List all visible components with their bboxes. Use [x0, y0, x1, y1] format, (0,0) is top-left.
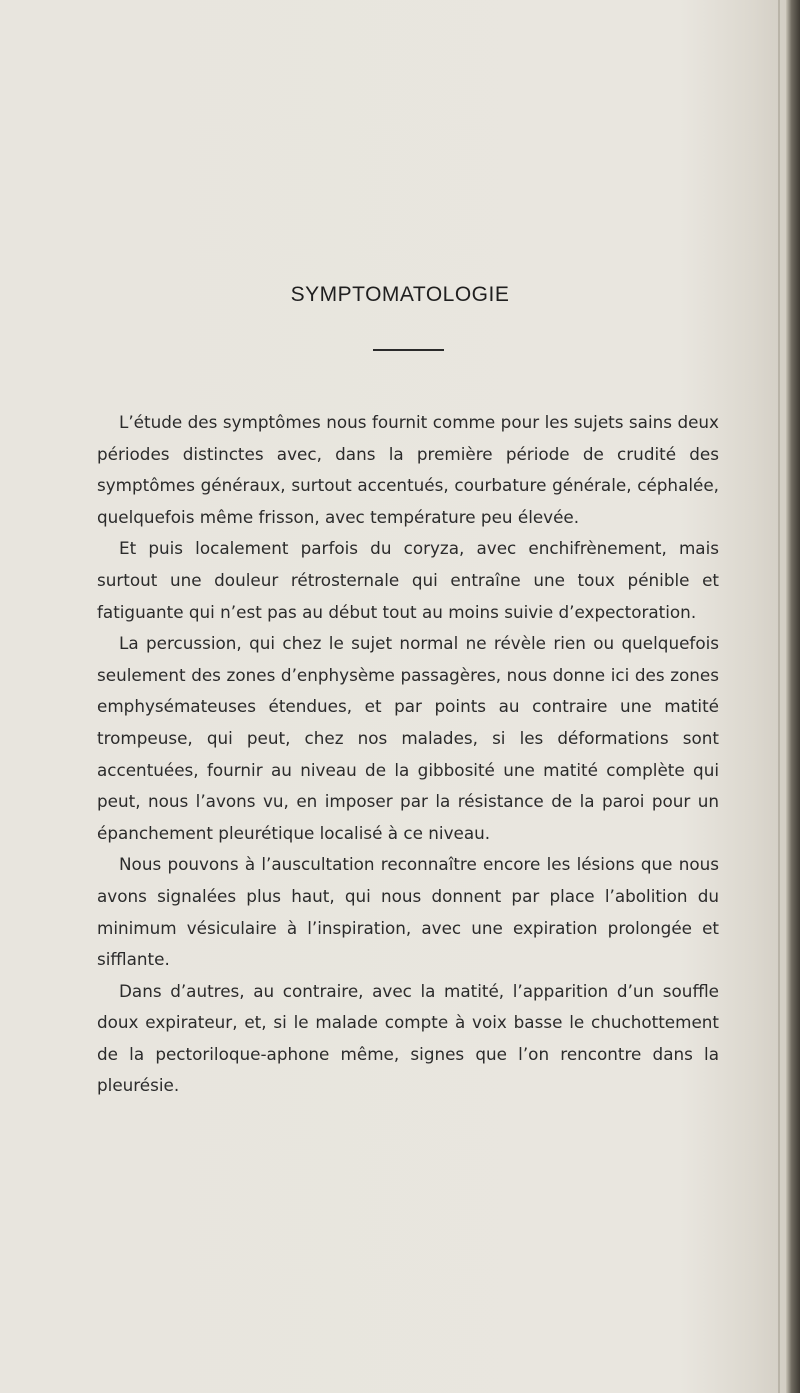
title-divider	[373, 349, 444, 351]
chapter-title: SYMPTOMATOLOGIE	[290, 283, 510, 306]
page-fold-line	[778, 0, 780, 1393]
paragraph: Nous pouvons à l’auscultation reconnaître encore les lésions que nous avons signalées plus haut, qui nous donnent par place l’abolition du minimum vésiculaire à l’inspiration, avec une expiration prolongée et sifflante.	[97, 854, 719, 970]
paragraph: La percussion, qui chez le sujet normal ne révèle rien ou quelquefois seulement des zones d’enphysème passagères, nous donne ici des zones emphysémateuses étendues, et par points au contraire une matité trompeuse, qui peut, chez nos malades, si les déformations sont accentuées, fournir au niveau de la gibbosité une matité complète qui peut, nous l’avons vu, en imposer par la résistance de la paroi pour un épanchement pleurétique localisé à ce niveau.	[97, 633, 719, 843]
paragraph: Dans d’autres, au contraire, avec la matité, l’apparition d’un souffle doux expirateur, et, si le malade compte à voix basse le chuchottement de la pectoriloque-aphone même, signes que l’on rencontre dans la pleurésie.	[97, 980, 719, 1096]
body-text	[97, 407, 719, 1102]
paragraph: L’étude des symptômes nous fournit comme pour les sujets sains deux périodes distinctes avec, dans la première période de crudité des symptômes généraux, surtout accentués, courbature générale, céphalée, quelquefois même frisson, avec température peu élevée.	[97, 412, 719, 527]
paragraph: Et puis localement parfois du coryza, avec enchifrènement, mais surtout une douleur rétrosternale qui entraîne une toux pénible et fatiguante qui n’est pas au début tout au moins suivie d’expectoration.	[97, 538, 719, 622]
page-edge-shadow	[786, 0, 800, 1393]
